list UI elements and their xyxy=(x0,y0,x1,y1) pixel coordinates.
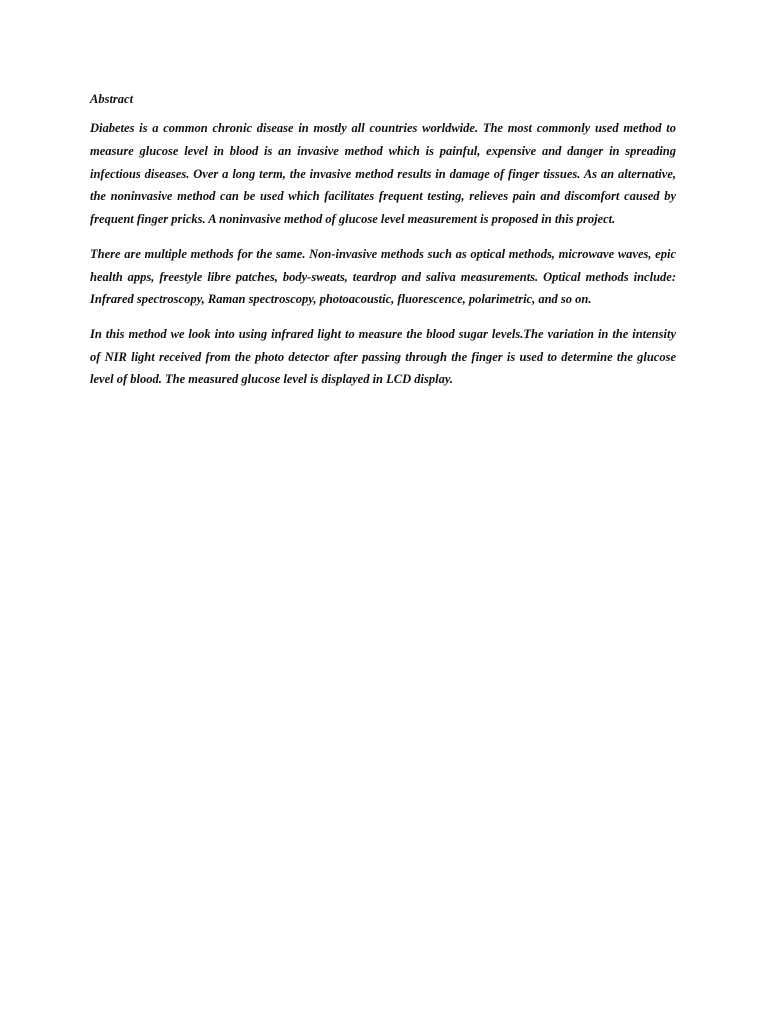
paragraph-line-text: health apps, freestyle libre patches, body-sweats, teardrop and saliva measurements. Optical methods include: xyxy=(90,269,676,284)
abstract-heading: Abstract xyxy=(90,91,134,106)
abstract-paragraph-1 xyxy=(90,117,676,230)
paragraph-line xyxy=(90,208,676,231)
paragraph-line xyxy=(90,266,676,289)
paragraph-line xyxy=(90,117,676,140)
paragraph-line-text: In this method we look into using infrared light to measure the blood sugar levels.The variation in the intensity xyxy=(90,327,676,342)
paragraph-line-text: infectious diseases. Over a long term, the invasive method results in damage of finger tissues. As an alternative, xyxy=(90,166,676,181)
paragraph-line-text: There are multiple methods for the same. Non-invasive methods such as optical methods, microwave waves, epic xyxy=(90,246,676,261)
paragraph-line-text: level of blood. The measured glucose level is displayed in LCD display. xyxy=(90,372,454,387)
paragraph-line-text: of NIR light received from the photo detector after passing through the finger is used to determine the glucose xyxy=(90,349,676,364)
abstract-section xyxy=(90,88,676,404)
paragraph-line xyxy=(90,368,676,391)
abstract-paragraph-2 xyxy=(90,243,676,311)
paragraph-line xyxy=(90,323,676,346)
paragraph-line-text: frequent finger pricks. A noninvasive method of glucose level measurement is proposed in this project. xyxy=(90,211,616,226)
paragraph-line xyxy=(90,346,676,369)
paragraph-line xyxy=(90,185,676,208)
paragraph-line xyxy=(90,288,676,311)
paragraph-line-text: Diabetes is a common chronic disease in mostly all countries worldwide. The most commonly used method to xyxy=(90,121,676,136)
abstract-paragraph-3 xyxy=(90,323,676,391)
paragraph-line xyxy=(90,140,676,163)
paragraph-line xyxy=(90,243,676,266)
paragraph-line-text: measure glucose level in blood is an invasive method which is painful, expensive and danger in spreading xyxy=(90,143,676,158)
paragraph-line-text: Infrared spectroscopy, Raman spectroscopy, photoacoustic, fluorescence, polarimetric, and so on. xyxy=(90,292,592,307)
paragraph-line xyxy=(90,163,676,186)
paragraph-line-text: the noninvasive method can be used which facilitates frequent testing, relieves pain and discomfort caused by xyxy=(90,189,676,204)
